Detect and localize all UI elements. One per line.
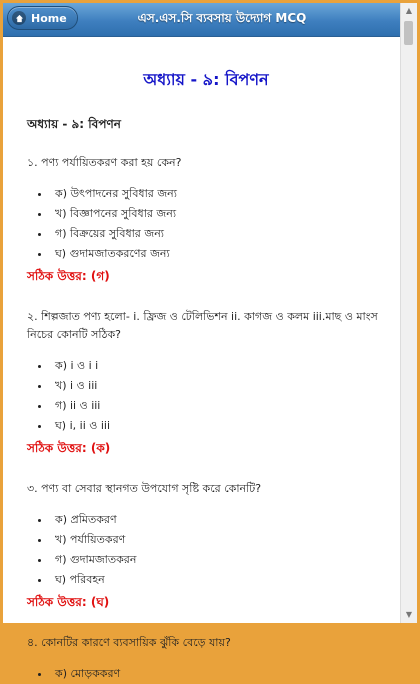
header-bar	[3, 3, 401, 37]
app-window	[3, 3, 417, 680]
option-list	[27, 510, 385, 590]
page-title: এস.এস.সি ব্যবসায় উদ্যোগ MCQ	[137, 11, 307, 25]
question-text: ২. শিল্পজাত পণ্য হলো- i. ফ্রিজ ও টেলিভিশন ii. কাগজ ও কলম iii.মাছ ও মাংস নিচের কোনটি সঠিক?	[27, 310, 378, 341]
question-block-4	[27, 634, 385, 684]
option-item: • খ) বিজ্ঞাপনের সুবিধার জন্য	[51, 204, 385, 224]
option-list	[27, 664, 385, 684]
option-item: • ঘ) i, ii ও iii	[51, 416, 385, 436]
chapter-heading: অধ্যায় - ৯: বিপণন	[143, 70, 269, 89]
chapter-subheading: অধ্যায় - ৯: বিপণন	[27, 117, 121, 131]
option-item: • ঘ) পরিবহন	[51, 570, 385, 590]
question-block-3	[27, 480, 385, 614]
option-item: • ক) প্রমিতকরণ	[51, 510, 385, 530]
option-item: • ক) মোড়ককরণ	[51, 664, 385, 684]
option-item: • গ) গুদামজাতকরন	[51, 550, 385, 570]
question-text: ৪. কোনটির কারণে ব্যবসায়িক ঝুঁকি বেড়ে যায়?	[27, 636, 231, 649]
option-item: • ঘ) গুদামজাতকরণের জন্য	[51, 244, 385, 264]
option-item: • গ) বিক্রয়ের সুবিধার জন্য	[51, 224, 385, 244]
question-text: ১. পণ্য পর্যায়িতকরণ করা হয় কেন?	[27, 156, 182, 169]
option-list	[27, 356, 385, 436]
main-content	[3, 37, 401, 680]
scroll-down-arrow-icon[interactable]: ▼	[405, 610, 413, 619]
answer-label: সঠিক উত্তর: (ক)	[27, 441, 111, 455]
question-text: ৩. পণ্য বা সেবার স্থানগত উপযোগ সৃষ্টি করে কোনটি?	[27, 482, 262, 495]
option-item: • ক) i ও i i	[51, 356, 385, 376]
option-item: • গ) ii ও iii	[51, 396, 385, 416]
option-item: • খ) i ও iii	[51, 376, 385, 396]
home-button-label: Home	[31, 11, 67, 25]
question-block-2	[27, 308, 385, 460]
scroll-up-arrow-icon[interactable]: ▲	[405, 6, 413, 15]
option-list	[27, 184, 385, 264]
question-block-1	[27, 154, 385, 288]
answer-label: সঠিক উত্তর: (গ)	[27, 269, 110, 283]
scrollbar-thumb[interactable]	[404, 21, 413, 45]
option-item: • ক) উৎপাদনের সুবিধার জন্য	[51, 184, 385, 204]
answer-label: সঠিক উত্তর: (ঘ)	[27, 595, 110, 609]
vertical-scrollbar[interactable]	[400, 3, 417, 623]
option-item: • খ) পর্যায়িতকরণ	[51, 530, 385, 550]
